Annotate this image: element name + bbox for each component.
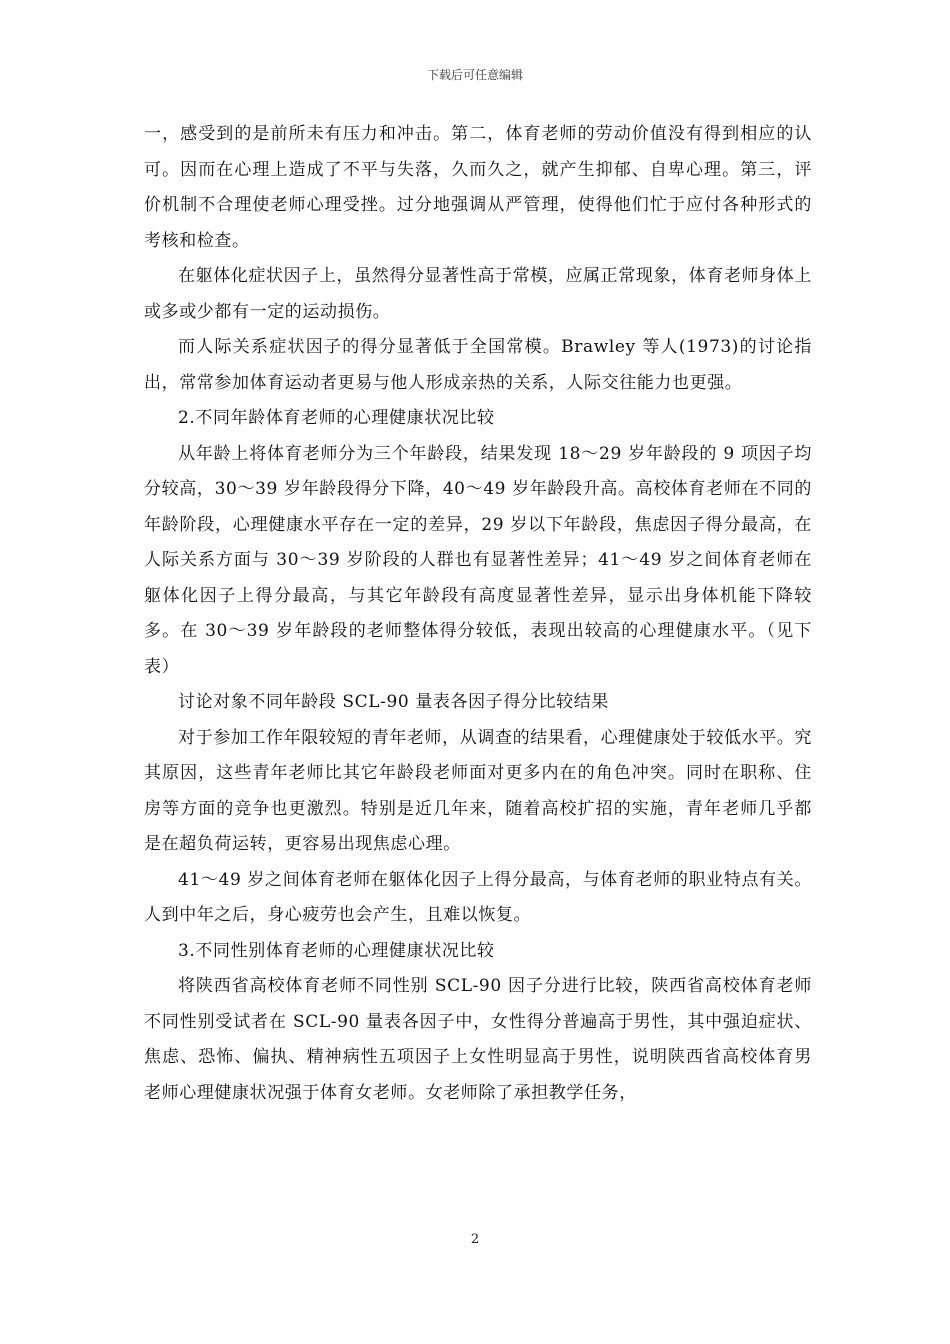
paragraph: 将陕西省高校体育老师不同性别 SCL-90 因子分进行比较，陕西省高校体育老师不同性别受试者在 SCL-90 量表各因子中，女性得分普遍高于男性，其中强迫症状、焦虑、恐怖、偏执、精神病性五项因子上女性明显高于男性，说明陕西省高校体育男老师心理健康状况强于体育女老师。女老师除了承担教学任务， <box>144 976 812 1103</box>
page-number: 2 <box>470 1232 480 1247</box>
paragraph: 对于参加工作年限较短的青年老师，从调查的结果看，心理健康处于较低水平。究其原因，这些青年老师比其它年龄段老师面对更多内在的角色冲突。同时在职称、住房等方面的竞争也更激烈。特别是近几年来，随着高校扩招的实施，青年老师几乎都是在超负荷运转，更容易出现焦虑心理。 <box>144 727 812 854</box>
paragraph: 在躯体化症状因子上，虽然得分显著性高于常模，应属正常现象，体育老师身体上或多或少都有一定的运动损伤。 <box>144 266 812 322</box>
paragraph: 41～49 岁之间体育老师在躯体化因子上得分最高，与体育老师的职业特点有关。人到中年之后，身心疲劳也会产生，且难以恢复。 <box>144 869 812 925</box>
table-caption: 讨论对象不同年龄段 SCL-90 量表各因子得分比较结果 <box>178 692 609 712</box>
page-header: 下载后可任意编辑 <box>426 68 523 82</box>
paragraph: 从年龄上将体育老师分为三个年龄段，结果发现 18～29 岁年龄段的 9 项因子均分较高，30～39 岁年龄段得分下降，40～49 岁年龄段升高。高校体育老师在不同的年龄阶段，心理健康水平存在一定的差异，29 岁以下年龄段，焦虑因子得分最高，在人际关系方面与 30～39 岁阶段的人群也有显著性差异；41～49 岁之间体育老师在躯体化因子上得分最高，与其它年龄段有高度显著性差异，显示出身体机能下降较多。在 30～39 岁年龄段的老师整体得分较低，表现出较高的心理健康水平。（见下表） <box>144 443 812 677</box>
section-heading: 3.不同性别体育老师的心理健康状况比较 <box>178 940 495 961</box>
section-heading: 2.不同年龄体育老师的心理健康状况比较 <box>178 408 495 428</box>
document-body <box>144 117 812 1111</box>
paragraph: 一，感受到的是前所未有压力和冲击。第二，体育老师的劳动价值没有得到相应的认可。因而在心理上造成了不平与失落，久而久之，就产生抑郁、自卑心理。第三，评价机制不合理使老师心理受挫。过分地强调从严管理，使得他们忙于应付各种形式的考核和检查。 <box>144 124 812 251</box>
paragraph: 而人际关系症状因子的得分显著低于全国常模。Brawley 等人(1973)的讨论指出，常常参加体育运动者更易与他人形成亲热的关系，人际交往能力也更强。 <box>144 337 812 393</box>
